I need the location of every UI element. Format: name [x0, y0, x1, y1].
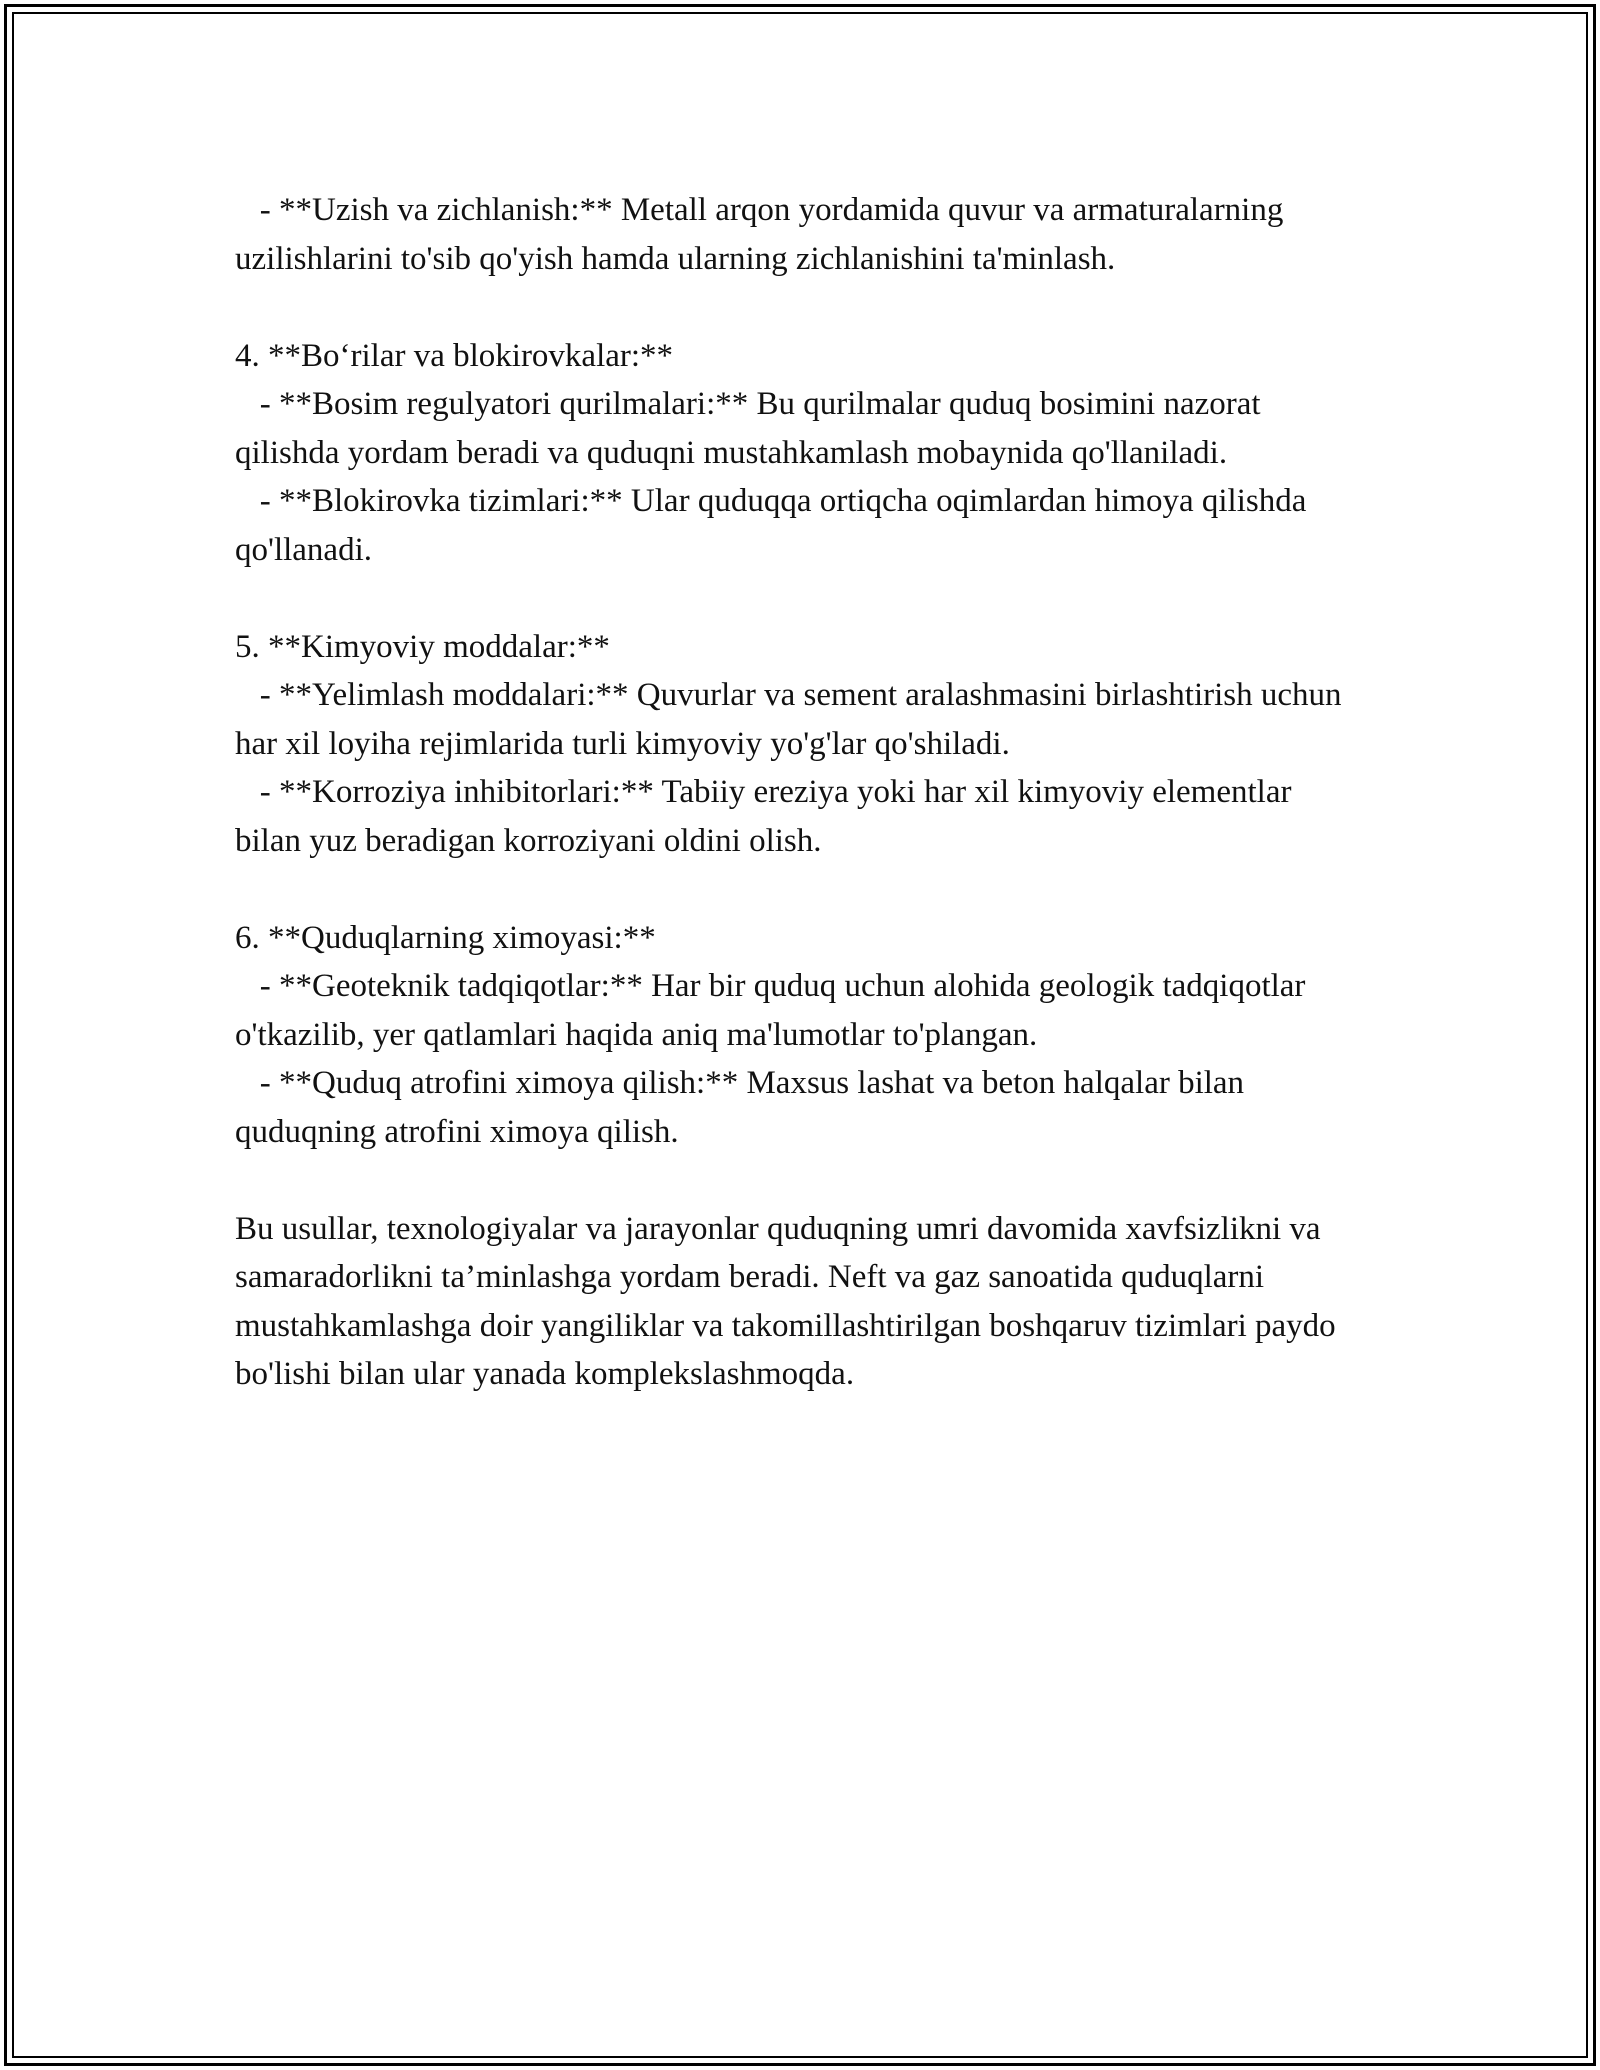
blank-line [235, 283, 1365, 332]
paragraph-conclusion: Bu usullar, texnologiyalar va jarayonlar quduqning umri davomida xavfsizlikni va samaradorlikni ta’minlashga yordam beradi. Neft va gaz sanoatida quduqlarni mustahkamlashga doir yangiliklar va takomillashtirilgan boshqaruv tizimlari paydo bo'lishi bilan ular yanada komplekslashmoqda. [235, 1210, 1344, 1392]
paragraph-yelimlash: - **Yelimlash moddalari:** Quvurlar va sement aralashmasini birlashtirish uchun har xil loyiha rejimlarida turli kimyoviy yo'g'lar qo'shiladi. [235, 677, 1350, 762]
blank-line [235, 865, 1365, 914]
paragraph-quduq-atrofi: - **Quduq atrofini ximoya qilish:** Maxsus lashat va beton halqalar bilan quduqning atrofini ximoya qilish. [235, 1065, 1253, 1150]
paragraph-bosim: - **Bosim regulyatori qurilmalari:** Bu qurilmalar quduq bosimini nazorat qilishda yordam beradi va quduqni mustahkamlash mobaynida qo'llaniladi. [235, 386, 1269, 471]
blank-line [235, 1156, 1365, 1205]
section-heading-4: 4. **Bo‘rilar va blokirovkalar:** [235, 337, 674, 374]
paragraph-korroziya: - **Korroziya inhibitorlari:** Tabiiy ereziya yoki har xil kimyoviy elementlar bilan yuz beradigan korroziyani oldini olish. [235, 774, 1300, 859]
paragraph-uzish: - **Uzish va zichlanish:** Metall arqon yordamida quvur va armaturalarning uzilishlarini to'sib qo'yish hamda ularning zichlanishini ta'minlash. [235, 192, 1292, 277]
section-heading-5: 5. **Kimyoviy moddalar:** [235, 628, 610, 665]
blank-line [235, 574, 1365, 623]
document-body [235, 186, 1365, 1399]
paragraph-geoteknik: - **Geoteknik tadqiqotlar:** Har bir quduq uchun alohida geologik tadqiqotlar o'tkazilib, yer qatlamlari haqida aniq ma'lumotlar to'plangan. [235, 968, 1314, 1053]
paragraph-blokirovka: - **Blokirovka tizimlari:** Ular quduqqa ortiqcha oqimlardan himoya qilishda qo'llanadi. [235, 483, 1315, 568]
section-heading-6: 6. **Quduqlarning ximoyasi:** [235, 919, 656, 956]
